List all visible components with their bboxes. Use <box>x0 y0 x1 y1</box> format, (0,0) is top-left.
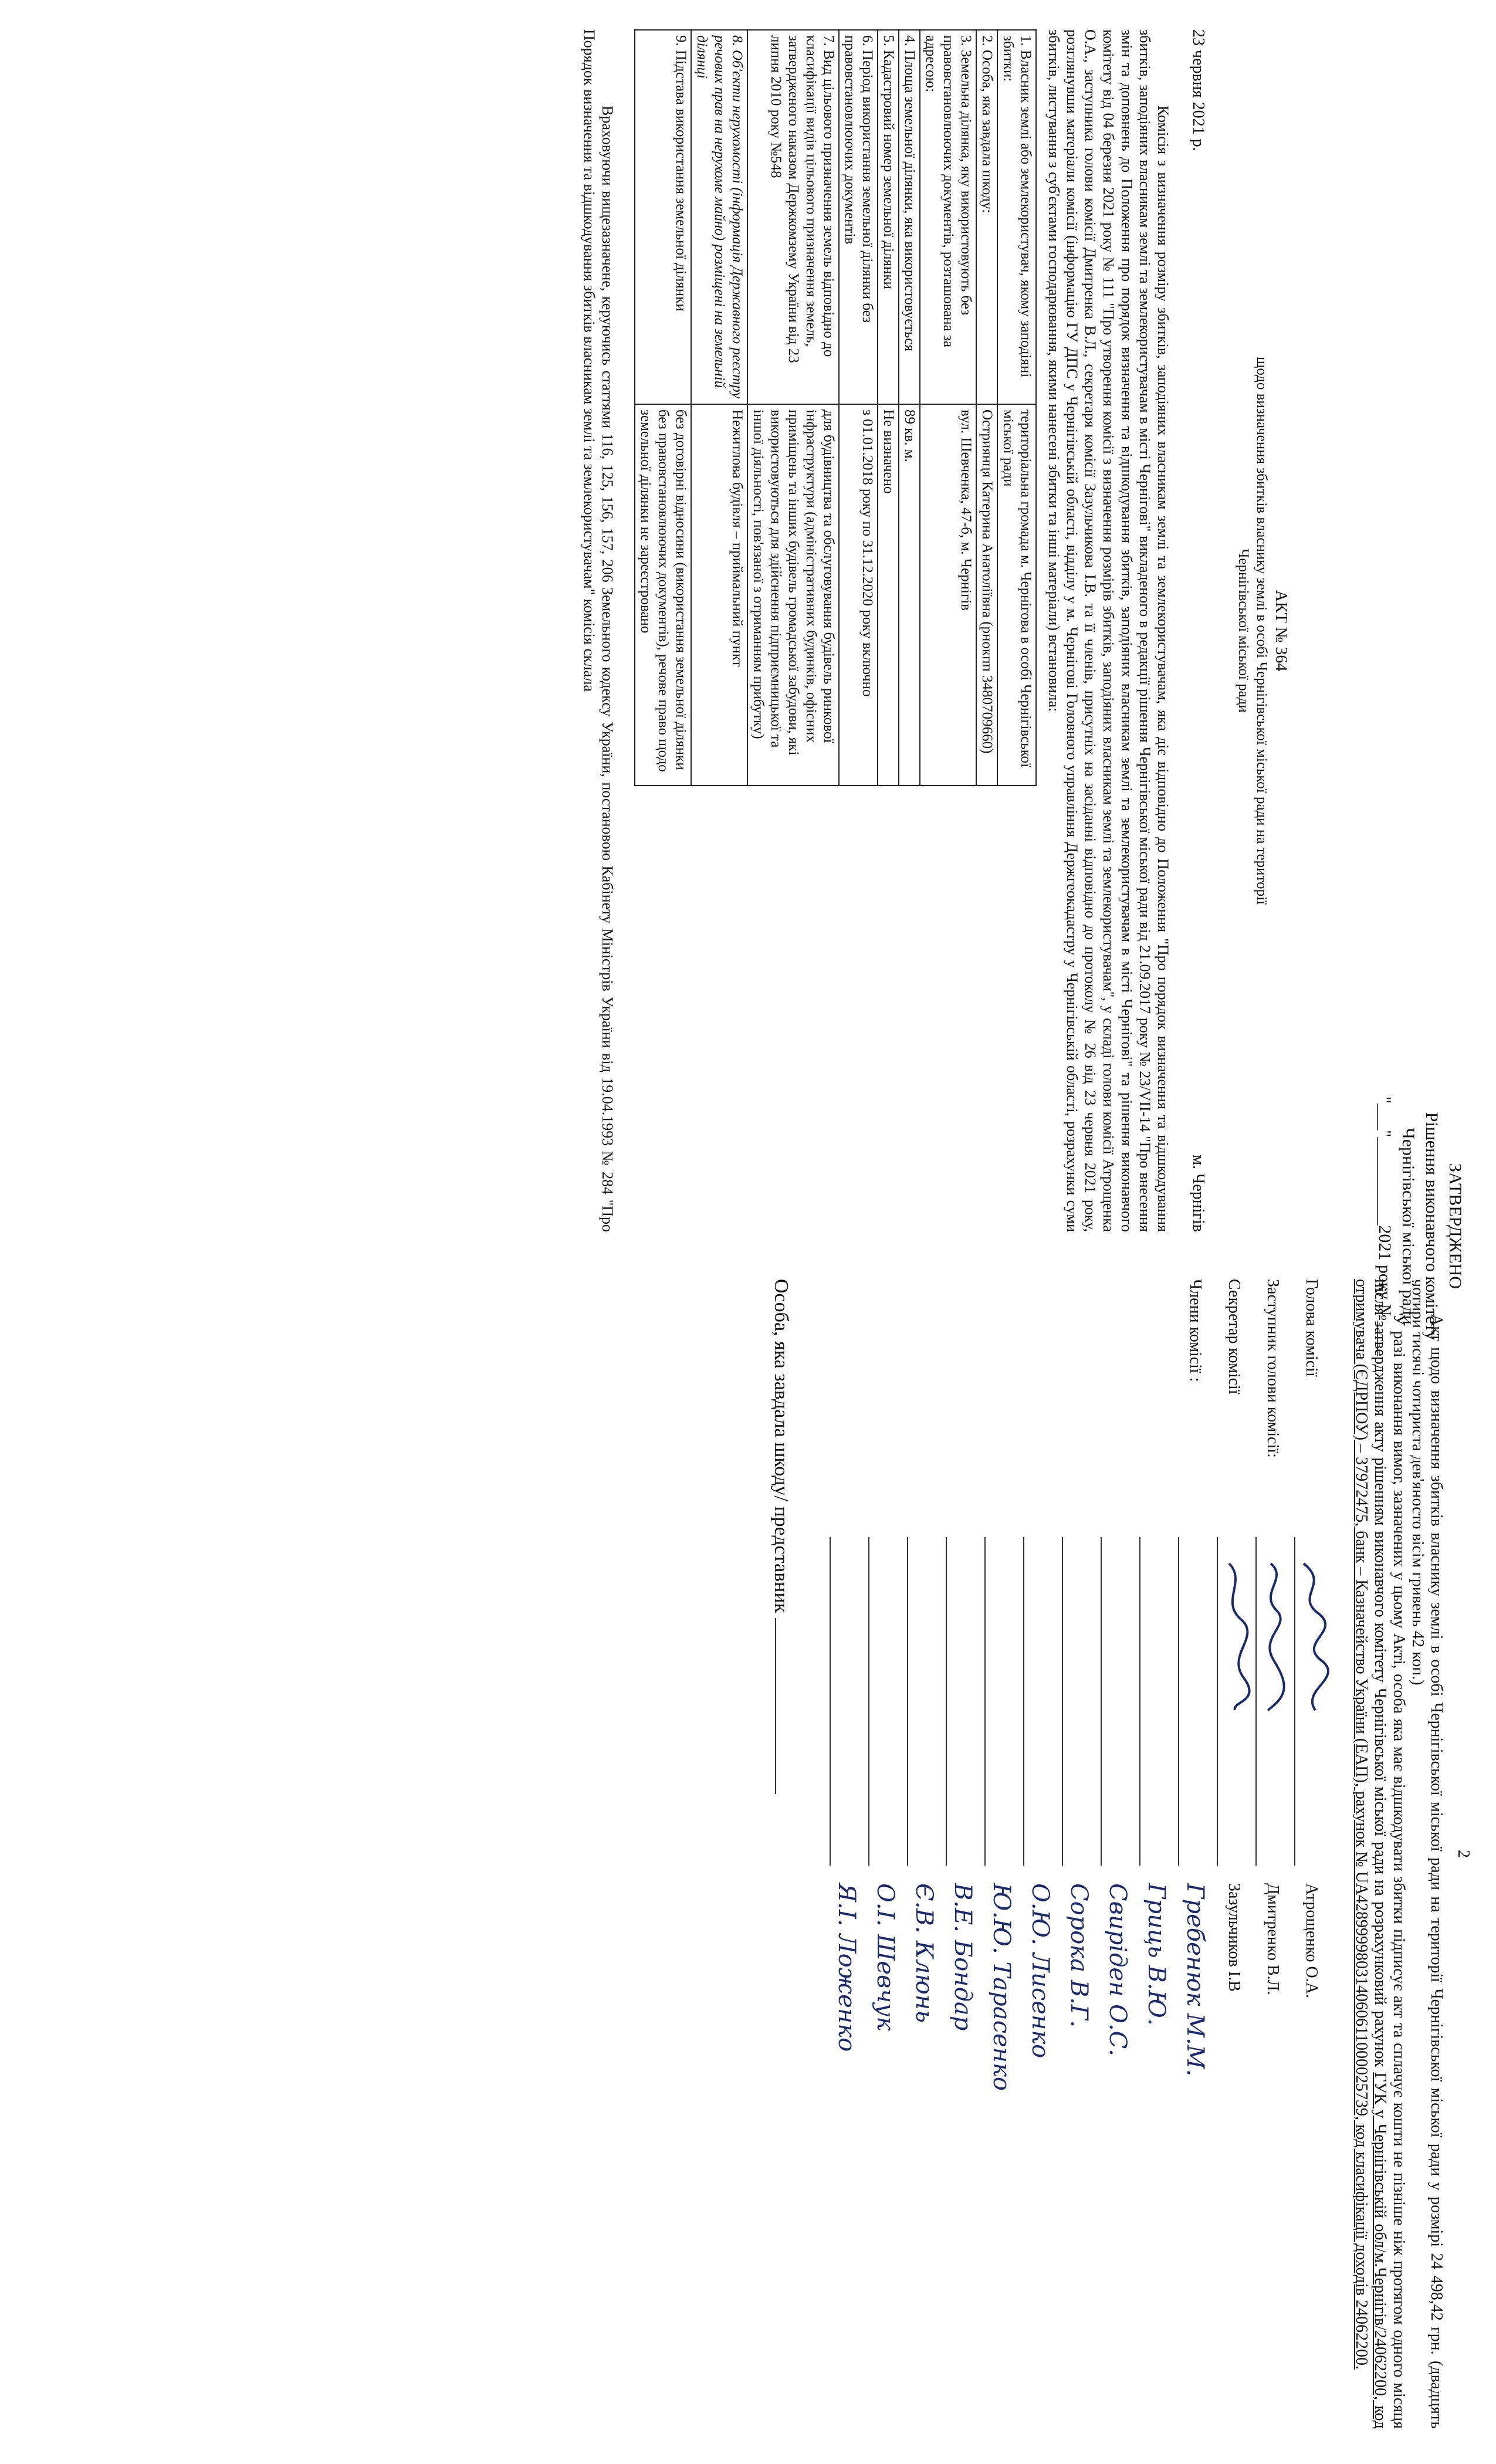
payment-requirement <box>1352 1279 1408 2429</box>
signature-line <box>907 1537 941 1866</box>
page-number: 2 <box>1454 1850 1473 1858</box>
injuring-party-signature-line <box>775 1618 776 1794</box>
table-row <box>997 30 1036 786</box>
closing-paragraph: Враховуючи вищезазначене, керуючись статтями 116, 125, 156, 157, 206 Земельного кодексу України, постановою Кабінету Міністрів України від 19.04.1993 № 284 "Про Порядок визначення та відшкодування збитків власникам землі та землекористувачам" комісія склала <box>581 29 616 1232</box>
signature-line <box>1139 1537 1173 1866</box>
signature-role: Секретар комісії <box>1225 1279 1243 1395</box>
signature-role: Голова комісії <box>1302 1279 1321 1377</box>
member-row <box>905 1279 943 2429</box>
row-value: Нежитлова будівля – приймальний пункт <box>691 404 747 786</box>
member-row <box>1060 1279 1098 2429</box>
approval-line-1: Рішення виконавчого комітету <box>1422 1112 1441 1341</box>
handwritten-signature-icon <box>1253 1561 1294 1713</box>
member-row <box>943 1279 982 2429</box>
approval-line-3: "___"__________2021 року №____ <box>1375 1096 1395 1356</box>
member-name-handwritten: Я.І. Ложенко <box>833 1883 860 2052</box>
approval-line-2: Чернігівської міської ради <box>1399 1128 1418 1325</box>
row-value: 89 кв. м. <box>899 404 920 786</box>
act-title: АКТ № 364 <box>1272 590 1290 672</box>
payment-requirement-text: У разі виконання вимог, зазначених у цьому Акті, особа яка має відшкодувати збитки підписує акт та сплачує кошти не пізніше ніж протягом одного місяця після затвердження акту рішенням виконавчого комітету Чернігівської міської ради на розрахунковий рахунок <box>1371 1279 1408 2429</box>
act-heading <box>1234 29 1291 1232</box>
signature-row-deputy <box>1253 1279 1292 2429</box>
signature-line <box>1023 1537 1057 1866</box>
signature-role: Заступник голови комісії: <box>1264 1279 1282 1458</box>
signature-line <box>1062 1537 1096 1866</box>
row-label: 5. Кадастровий номер земельної ділянки <box>878 30 899 404</box>
member-name-handwritten: Гриць В.Ю. <box>1143 1883 1170 2026</box>
row-value: територіальна громада м. Чернігова в особі Чернігівської міської ради <box>997 404 1036 786</box>
row-value: без договірні відносини (використання земельної ділянки без правовстановлюючих документів), речове право щодо земельної ділянки не зареєстровано <box>635 404 691 786</box>
signature-line <box>1217 1537 1251 1866</box>
signature-line <box>868 1537 902 1866</box>
signature-line <box>946 1537 980 1866</box>
commission-intro: Комісія з визначення розміру збитків, заподіяних власникам землі та землекористувачам, яка діє відповідно до Положення "Про порядок визначення та відшкодування збитків, заподіяних власникам землі та землекористувачам в місті Чернігові" викладеного в редакції рішення Чернігівської міської ради від 21.09.2017 року № 23/VII-14 "Про внесення змін та доповнень до Положення про порядок визначення та відшкодування збитків, заподіяних власникам землі та землекористувачам в місті Чернігові" та рішення виконавчого комітету від 04 березня 2021 року № 111 "Про утворення комісії з визначення розмірів збитків, заподіяних власникам землі та землекористувачам", у складі голови комісії Атрощенка О.А., заступника голови комісії Дмитренка В.Л., секретаря комісії Зазульчикова І.В. та її членів, присутніх на засіданні відповідно до протоколу № 26 від 23 червня 2021 року, розглянувши матеріали комісії (інформацію ГУ ДПС у Чернігівській області, відділу у м. Чернігові Головного управління Держгеокадастру у Чернігівській області, розрахунки суми збитків, листування з суб'єктами господарювання, якими нанесені збитки та інші матеріали) встановила: <box>1045 29 1172 1232</box>
row-label: 9. Підстава використання земельної ділянки <box>635 30 691 404</box>
member-row <box>1137 1279 1176 2429</box>
members-block <box>827 1279 1214 2429</box>
injuring-party-row <box>770 1279 792 2429</box>
act-date: 23 червня 2021 р. <box>1189 29 1207 151</box>
row-label: 8. Об'єкти нерухомості (інформація Державного реєстру речових прав на нерухоме майно) розміщені на земельній ділянці <box>691 30 747 404</box>
members-label: Члени комісії : <box>1186 1279 1204 1382</box>
member-name-handwritten: Гребенюк М.М. <box>1182 1883 1209 2077</box>
act-subtitle-2: Чернігівської міської ради <box>1236 549 1251 713</box>
member-name-handwritten: В.Е. Бондар <box>949 1883 976 2031</box>
member-name-handwritten: О.Ю. Лисенко <box>1027 1883 1054 2059</box>
date-line <box>1189 29 1207 1232</box>
member-name-handwritten: Ю.Ю. Тарасенко <box>988 1883 1015 2091</box>
table-row <box>691 30 747 786</box>
member-row <box>982 1279 1021 2429</box>
signature-name: Зазульчиков І.В <box>1225 1883 1243 1992</box>
damage-summary: Акт щодо визначення збитків власнику землі в особі Чернігівської міської ради на території Чернігівської міської ради у розмірі 24 498,42 грн. (двадцять чотири тисячі чотириста дев'яносто вісім гривень 42 коп.) <box>1409 1279 1446 2429</box>
act-place: м. Чернігів <box>1189 1155 1207 1232</box>
row-value: Остриянця Катерина Анатоліївна (рнокпп 3480709660) <box>976 404 997 786</box>
member-row <box>866 1279 905 2429</box>
act-subtitle-1: щодо визначення збитків власнику землі в особі Чернігівської міської ради на території <box>1254 357 1270 905</box>
act-details-table <box>634 29 1037 786</box>
row-value: з 01.01.2018 року по 31.12.2020 року включно <box>839 404 878 786</box>
table-row <box>878 30 899 786</box>
row-value: вул. Шевченка, 47-б, м. Чернігів <box>920 404 976 786</box>
signature-name: Атрощенко О.А. <box>1302 1883 1321 1998</box>
row-label: 3. Земельна ділянка, яку використовують без правовстановлюючих документів, розташована за адресою: <box>920 30 976 404</box>
injuring-party-label: Особа, яка завдала шкоду/ представник <box>770 1279 792 1613</box>
handwritten-signature-icon <box>1292 1561 1333 1713</box>
signature-row-secretary <box>1214 1279 1253 2429</box>
signature-name: Дмитренко В.Л. <box>1264 1883 1282 1995</box>
row-label: 1. Власник землі або землекористувач, якому заподіяні збитки: <box>997 30 1036 404</box>
row-label: 6. Період використання земельної ділянки без правовстановлюючих документів <box>839 30 878 404</box>
member-name-handwritten: Свиріден О.С. <box>1104 1883 1131 2056</box>
row-label: 7. Вид цільового призначення земель відповідно до класифікації видів цільового призначення земель, затвердженого наказом Держкомзему України від 23 липня 2010 року №548 <box>747 30 839 404</box>
row-label: 2. Особа, яка завдала шкоду: <box>976 30 997 404</box>
member-name-handwritten: Сорока В.Г. <box>1065 1883 1092 2028</box>
signature-line <box>1178 1537 1212 1866</box>
signature-line <box>830 1537 864 1866</box>
table-row <box>635 30 691 786</box>
table-row <box>920 30 976 786</box>
member-row <box>827 1279 866 2429</box>
approval-title: ЗАТВЕРДЖЕНО <box>1446 1163 1465 1289</box>
signatures-block <box>827 1279 1331 2429</box>
row-label: 4. Площа земельної ділянки, яка використовується <box>899 30 920 404</box>
signature-line <box>984 1537 1018 1866</box>
member-row <box>1098 1279 1137 2429</box>
row-value: для будівництва та обслуговування будівель ринкової інфраструктури (адміністративних будинків, офісних приміщень та інших будівель громадської забудови, які використовуються для здійснення підприємницької та іншої діяльності, пов'язаної з отриманням прибутку) <box>747 404 839 786</box>
payment-account-details: ГУК у Чернігівській обл/м.Чернігів/24062200, код отримувача (ЄДРПОУ) – 37972475, банк – Казначейство України (ЕАП), рахунок № UA428999980314060611000025739, код класифікації доходів 24062200. <box>1352 1279 1389 2429</box>
table-row <box>976 30 997 786</box>
table-row <box>839 30 878 786</box>
handwritten-signature-icon <box>1214 1561 1255 1713</box>
signature-line <box>1255 1537 1289 1866</box>
signature-line <box>1294 1537 1328 1866</box>
signature-line <box>1101 1537 1135 1866</box>
table-row <box>747 30 839 786</box>
act-page-2 <box>0 1255 1496 2464</box>
member-row <box>1021 1279 1060 2429</box>
members-label-row <box>1176 1279 1214 2429</box>
signature-row-chair <box>1292 1279 1331 2429</box>
member-name-handwritten: Є.В. Клюнь <box>911 1883 937 2023</box>
row-value: Не визначено <box>878 404 899 786</box>
member-name-handwritten: О.І. Шевчук <box>872 1883 899 2031</box>
table-row <box>899 30 920 786</box>
